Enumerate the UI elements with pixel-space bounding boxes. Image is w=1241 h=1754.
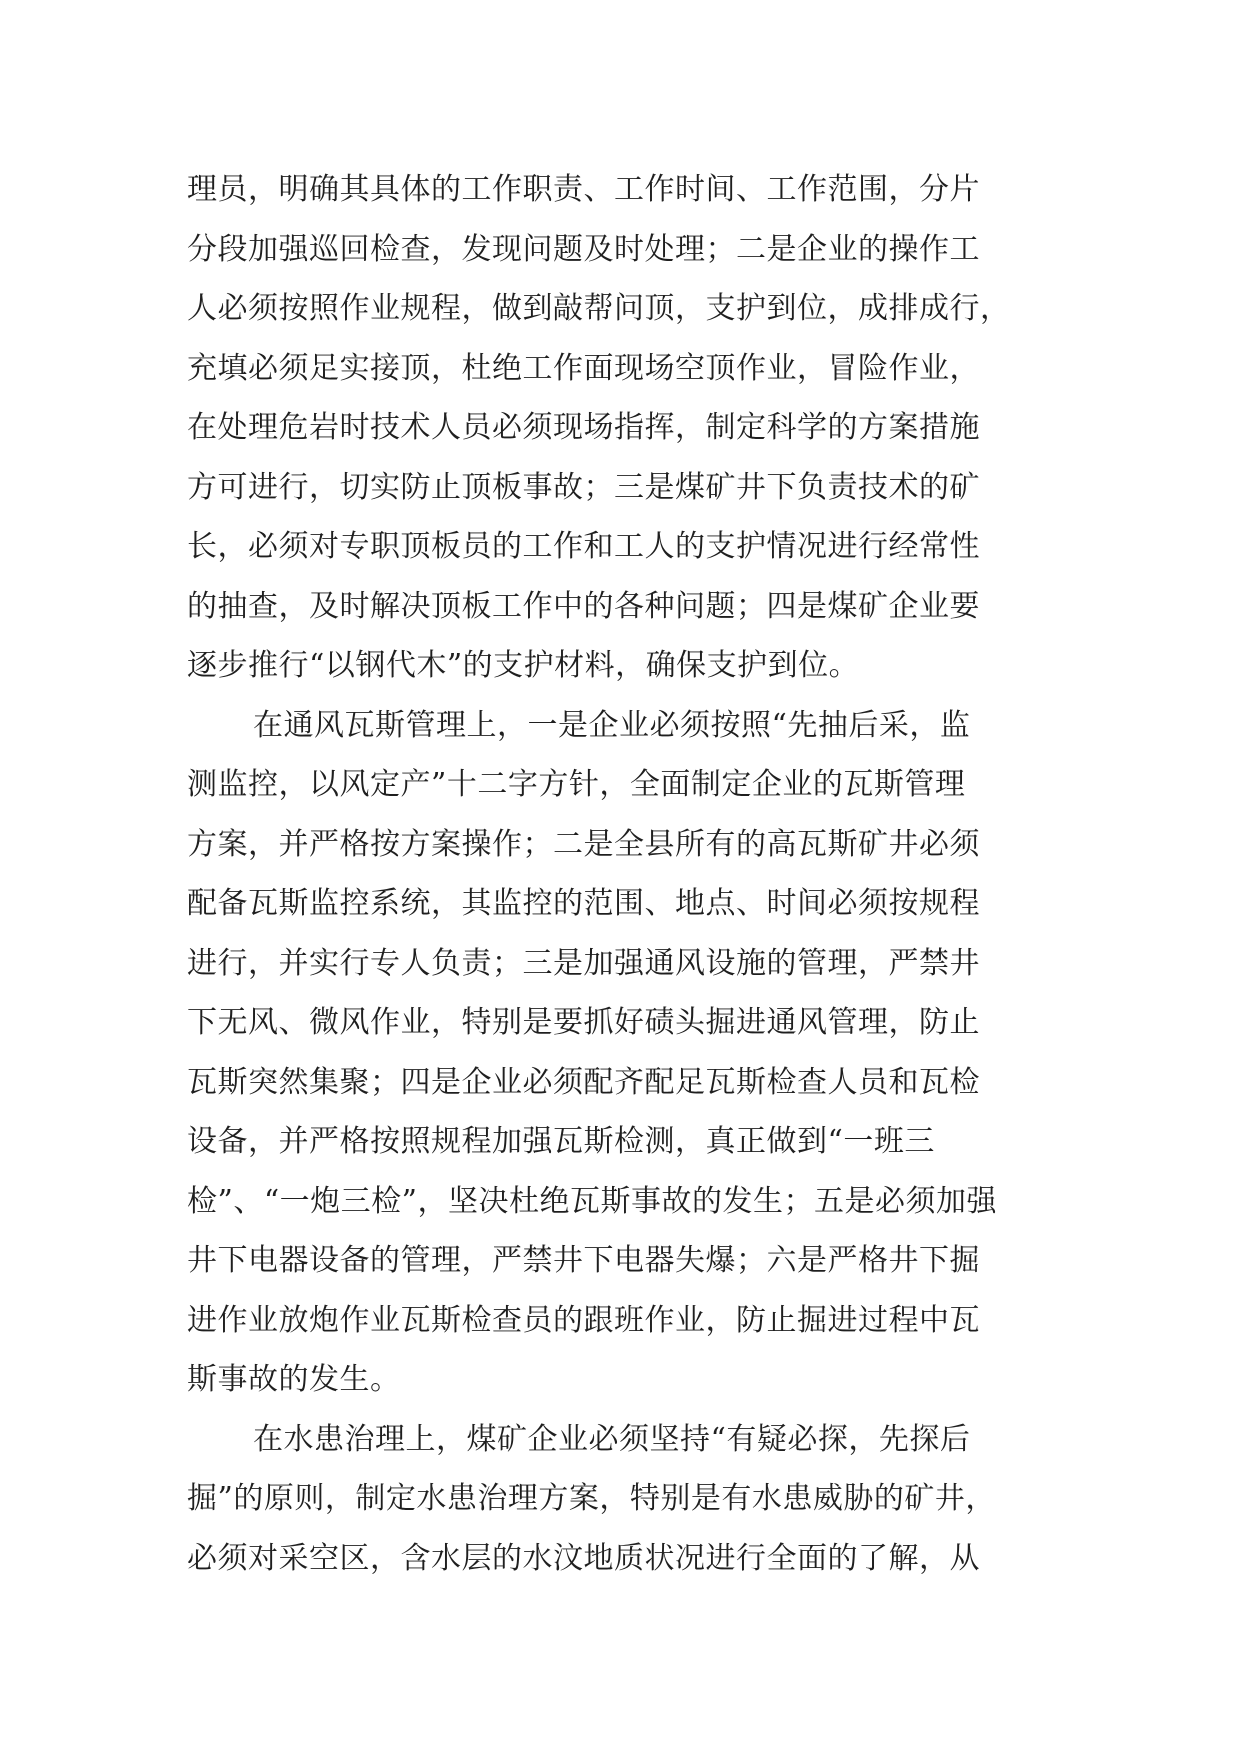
- document-body: [187, 160, 1067, 1588]
- text-line: 人必须按照作业规程，做到敲帮问顶，支护到位，成排成行，: [187, 291, 1011, 326]
- text-line: 斯事故的发生。: [187, 1362, 401, 1397]
- text-line: 分段加强巡回检查，发现问题及时处理；二是企业的操作工: [187, 231, 980, 267]
- paragraph-ventilation-gas: [187, 696, 1067, 1410]
- text-line: 检”、“一炮三检”，坚决杜绝瓦斯事故的发生；五是必须加强: [187, 1183, 998, 1219]
- text-line: 测监控，以风定产”十二字方针，全面制定企业的瓦斯管理: [187, 767, 966, 802]
- text-line: 必须对采空区，含水层的水汶地质状况进行全面的了解，从: [187, 1540, 980, 1576]
- text-line: 逐步推行“以钢代木”的支护材料，确保支护到位。: [187, 648, 860, 683]
- text-line: 井下电器设备的管理，严禁井下电器失爆；六是严格井下掘: [187, 1243, 980, 1278]
- text-line: 长，必须对专职顶板员的工作和工人的支护情况进行经常性: [187, 529, 980, 564]
- text-line: 瓦斯突然集聚；四是企业必须配齐配足瓦斯检查人员和瓦检: [187, 1064, 980, 1100]
- text-line: 方可进行，切实防止顶板事故；三是煤矿井下负责技术的矿: [187, 469, 980, 505]
- text-line: 的抽查，及时解决顶板工作中的各种问题；四是煤矿企业要: [187, 588, 980, 624]
- text-line: 进行，并实行专人负责；三是加强通风设施的管理，严禁井: [187, 945, 980, 981]
- text-line: 掘”的原则，制定水患治理方案，特别是有水患威胁的矿井，: [187, 1481, 996, 1516]
- text-line: 充填必须足实接顶，杜绝工作面现场空顶作业，冒险作业，: [187, 350, 980, 386]
- text-line: 方案，并严格按方案操作；二是全县所有的高瓦斯矿井必须: [187, 826, 980, 862]
- text-line: 在处理危岩时技术人员必须现场指挥，制定科学的方案措施: [187, 410, 980, 445]
- text-line: 在水患治理上，煤矿企业必须坚持“有疑必探，先探后: [253, 1421, 971, 1457]
- text-line: 进作业放炮作业瓦斯检查员的跟班作业，防止掘进过程中瓦: [187, 1302, 980, 1338]
- paragraph-roof-management: [187, 160, 1067, 696]
- text-line: 在通风瓦斯管理上，一是企业必须按照“先抽后采，监: [253, 707, 971, 743]
- text-line: 设备，并严格按照规程加强瓦斯检测，真正做到“一班三: [187, 1124, 935, 1159]
- text-line: 配备瓦斯监控系统，其监控的范围、地点、时间必须按规程: [187, 886, 980, 921]
- text-line: 理员，明确其具体的工作职责、工作时间、工作范围，分片: [187, 172, 980, 207]
- paragraph-water-hazard: [187, 1410, 1067, 1589]
- text-line: 下无风、微风作业，特别是要抓好碛头掘进通风管理，防止: [187, 1005, 980, 1040]
